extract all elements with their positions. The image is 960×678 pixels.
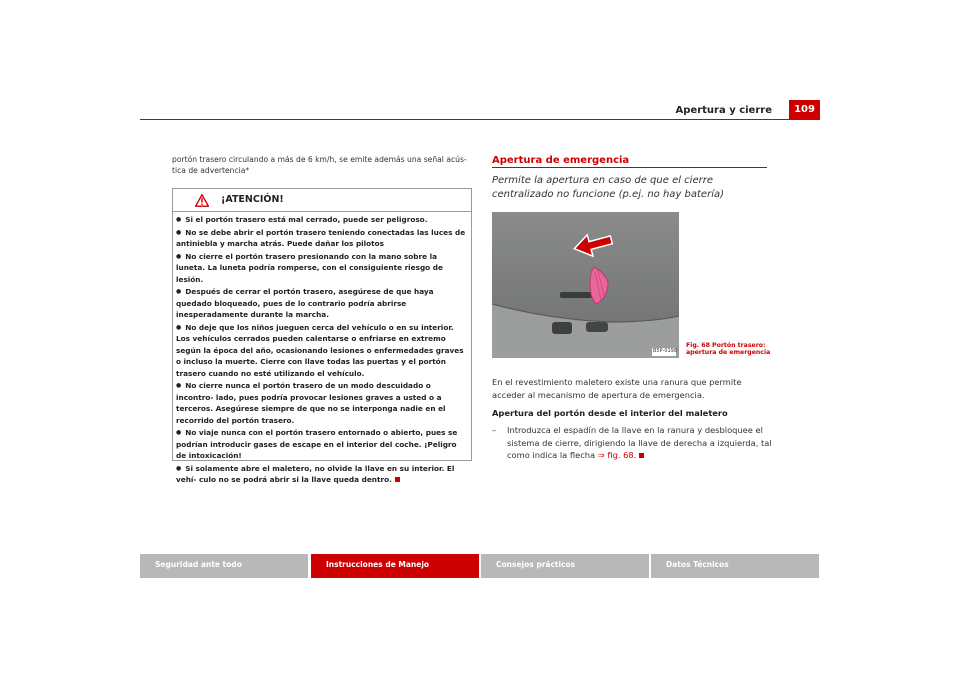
bullet-icon: ●: [176, 464, 182, 472]
step-end: .: [633, 450, 637, 460]
warning-box: [172, 188, 472, 484]
figure-emergency-opening: [492, 212, 679, 358]
warning-item: ● Si el portón trasero está mal cerrado, puede ser peligroso.: [176, 215, 428, 224]
bullet-icon: ●: [176, 323, 182, 331]
bullet-icon: ●: [176, 228, 182, 236]
warning-item: ● No cierre el portón trasero presionando con la mano sobre la luneta. La luneta podría romperse, con el consiguiente riesgo de lesión.: [176, 251, 443, 284]
bullet-icon: ●: [176, 288, 182, 295]
step-text: Introduzca el espadín de la llave en la ranura y desbloquee el sistema de cierre, dirigiendo la llave de derecha a izquierda, tal como indica la flecha: [507, 425, 772, 460]
body-paragraph: En el revestimiento maletero existe una ranura que permite acceder al mecanismo de apertura de emergencia.: [492, 377, 742, 400]
section-subtitle: Permite la apertura en caso de que el cierre centralizado no funcione (p.ej. no hay batería): [492, 175, 725, 200]
header-rule: [140, 119, 820, 120]
warning-item: ● No se debe abrir el portón trasero teniendo conectadas las luces de antiniebla y marcha atrás. Puede dañar los pilotos: [176, 227, 466, 248]
bullet-icon: ●: [176, 382, 182, 389]
footer-tab-datos[interactable]: Datos Técnicos: [651, 554, 819, 578]
footer-tab-instrucciones[interactable]: Instrucciones de Manejo: [311, 554, 479, 578]
bullet-icon: ●: [176, 429, 182, 436]
end-of-section-icon: [639, 453, 644, 458]
warning-list: [176, 214, 468, 487]
warning-triangle-icon: [195, 194, 209, 207]
section-rule: [492, 167, 767, 168]
warning-title: ¡ATENCIÓN!: [221, 194, 284, 205]
end-of-section-icon: [395, 477, 400, 482]
warning-item: ● No cierre nunca el portón trasero de un modo descuidado o incontro- lado, pues podría provocar lesiones graves a usted o a terceros. Asegúrese siempre de que no se interponga nadie en el recorrido del portón trasero.: [176, 381, 446, 425]
bullet-icon: ●: [176, 216, 182, 223]
footer-tab-consejos[interactable]: Consejos prácticos: [481, 554, 649, 578]
warning-item: ● No deje que los niños jueguen cerca del vehículo o en su interior. Los vehículos cerrados pueden calentarse o enfriarse en extremo según la época del año, ocasionando lesiones o enfermedades graves o incluso la muerte. Cierre con llave todas las puertas y el portón trasero cuando no esté utilizando el vehículo.: [176, 322, 464, 378]
figure-illustration: [492, 212, 679, 358]
figure-caption-line-2: apertura de emergencia: [686, 349, 771, 356]
page-number: 109: [789, 100, 820, 119]
footer-tab-seguridad[interactable]: Seguridad ante todo: [140, 554, 308, 578]
subheading: Apertura del portón desde el interior del maletero: [492, 408, 728, 418]
page-header-title: Apertura y cierre: [675, 105, 772, 116]
warning-item: ● Si solamente abre el maletero, no olvide la llave en su interior. El vehí- culo no se podrá abrir si la llave queda dentro.: [176, 463, 455, 484]
intro-paragraph: portón trasero circulando a más de 6 km/h, se emite además una señal acús- tica de advertencia*: [172, 155, 467, 175]
figure-reference-link[interactable]: ⇒ fig. 68: [597, 450, 634, 460]
figure-caption: Fig. 68 Portón trasero:: [686, 342, 766, 349]
warning-header: [173, 189, 471, 212]
procedure-step: [492, 424, 777, 462]
section-title: Apertura de emergencia: [492, 155, 630, 166]
warning-item: ● No viaje nunca con el portón trasero entornado o abierto, pues se podrían introducir gases de escape en el interior del coche. ¡Peligro de intoxicación!: [176, 428, 458, 460]
bullet-icon: ●: [176, 252, 182, 260]
warning-item: ● Después de cerrar el portón trasero, asegúrese de que haya quedado bloqueado, pues de lo contrario podría abrirse inesperadamente durante la marcha.: [176, 287, 434, 319]
figure-code: B5P-0198: [653, 348, 678, 354]
step-dash: –: [492, 425, 497, 435]
